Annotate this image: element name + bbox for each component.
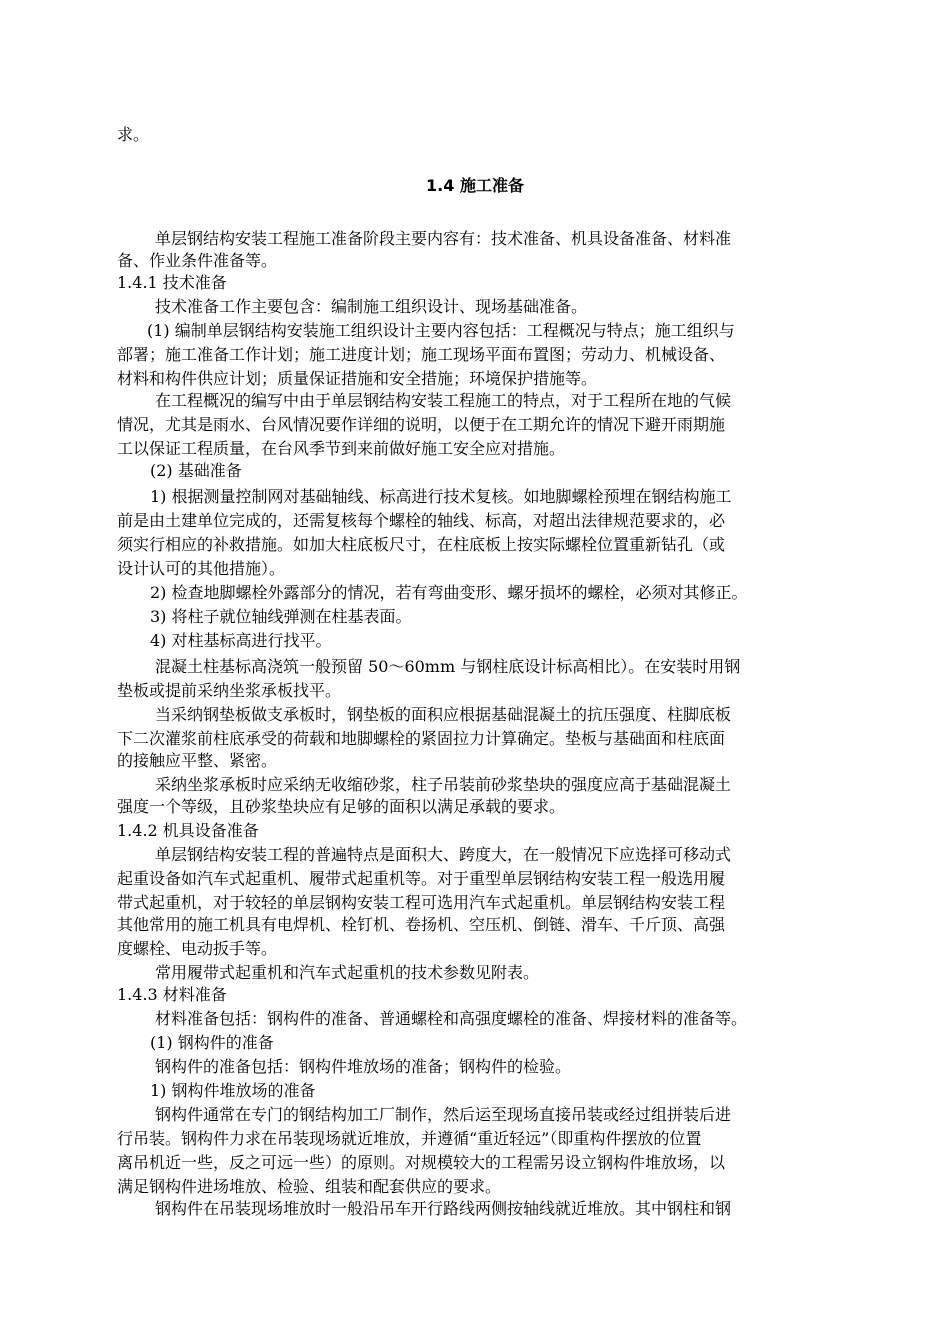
paragraph-line: 起重设备如汽车式起重机、履带式起重机等。对于重型单层钢结构安装工程一般选用履 xyxy=(117,869,726,888)
paragraph-line: 前是由土建单位完成的，还需复核每个螺栓的轴线、标高，对超出法律规范要求的，必 xyxy=(117,511,726,530)
subsection-heading: 1.4.3 材料准备 xyxy=(117,985,227,1004)
list-item: 1) 根据测量控制网对基础轴线、标高进行技术复核。如地脚螺栓预埋在钢结构施工 xyxy=(150,487,732,506)
section-heading: 1.4 施工准备 xyxy=(426,176,524,195)
paragraph-line: 行吊装。钢构件力求在吊装现场就近堆放，并遵循“重近轻远”（即重构件摆放的位置 xyxy=(117,1129,702,1148)
subsection-heading: 1.4.1 技术准备 xyxy=(117,273,227,292)
paragraph-line: 带式起重机，对于较轻的单层钢构安装工程可选用汽车式起重机。单层钢结构安装工程 xyxy=(117,893,726,912)
subsection-heading: 1.4.2 机具设备准备 xyxy=(117,821,259,840)
paragraph-line: 度螺栓、电动扳手等。 xyxy=(117,939,278,958)
paragraph-line: 其他常用的施工机具有电焊机、栓钉机、卷扬机、空压机、倒链、滑车、千斤顶、高强 xyxy=(117,915,726,934)
paragraph-line: 设计认可的其他措施）。 xyxy=(117,559,286,578)
paragraph-line: 材料准备包括：钢构件的准备、普通螺栓和高强度螺栓的准备、焊接材料的准备等。 xyxy=(155,1009,748,1028)
paragraph-line: 钢构件通常在专门的钢结构加工厂制作，然后运至现场直接吊装或经过组拼装后进 xyxy=(155,1105,732,1124)
paragraph-line: 当采纳钢垫板做支承板时，钢垫板的面积应根据基础混凝土的抗压强度、柱脚底板 xyxy=(155,705,732,724)
list-heading: (1) 钢构件的准备 xyxy=(150,1033,274,1052)
paragraph-line: 单层钢结构安装工程施工准备阶段主要内容有：技术准备、机具设备准备、材料准 xyxy=(155,229,732,248)
paragraph-line: 采纳坐浆承板时应采纳无收缩砂浆，柱子吊装前砂浆垫块的强度应高于基础混凝土 xyxy=(155,775,732,794)
list-item: 4) 对柱基标高进行找平。 xyxy=(150,631,332,650)
paragraph-line: (1) 编制单层钢结构安装施工组织设计主要内容包括：工程概况与特点；施工组织与 xyxy=(147,321,735,340)
paragraph-line: 垫板或提前采纳坐浆承板找平。 xyxy=(117,681,342,700)
paragraph-line: 常用履带式起重机和汽车式起重机的技术参数见附表。 xyxy=(155,963,540,982)
paragraph-line: 满足钢构件进场堆放、检验、组装和配套供应的要求。 xyxy=(117,1177,502,1196)
paragraph-line: 离吊机近一些，反之可远一些）的原则。对规模较大的工程需另设立钢构件堆放场，以 xyxy=(117,1153,726,1172)
paragraph-line: 备、作业条件准备等。 xyxy=(117,251,278,270)
paragraph-line: 混凝土柱基标高浇筑一般预留 50～60mm 与钢柱底设计标高相比）。在安装时用钢 xyxy=(155,657,741,676)
paragraph-line: 技术准备工作主要包含：编制施工组织设计、现场基础准备。 xyxy=(155,297,588,316)
text-line: 求。 xyxy=(117,125,150,144)
paragraph-line: 在工程概况的编写中由于单层钢结构安装工程施工的特点，对于工程所在地的气候 xyxy=(155,391,732,410)
list-heading: (2) 基础准备 xyxy=(150,461,242,480)
list-item: 3) 将柱子就位轴线弹测在柱基表面。 xyxy=(150,607,412,626)
paragraph-line: 材料和构件供应计划；质量保证措施和安全措施；环境保护措施等。 xyxy=(117,369,598,388)
paragraph-line: 钢构件在吊装现场堆放时一般沿吊车开行路线两侧按轴线就近堆放。其中钢柱和钢 xyxy=(155,1199,732,1218)
paragraph-line: 下二次灌浆前柱底承受的荷载和地脚螺栓的紧固拉力计算确定。垫板与基础面和柱底面 xyxy=(117,729,726,748)
paragraph-line: 钢构件的准备包括：钢构件堆放场的准备；钢构件的检验。 xyxy=(155,1057,572,1076)
paragraph-line: 强度一个等级，且砂浆垫块应有足够的面积以满足承载的要求。 xyxy=(117,797,566,816)
paragraph-line: 情况，尤其是雨水、台风情况要作详细的说明，以便于在工期允许的情况下避开雨期施 xyxy=(117,415,726,434)
paragraph-line: 的接触应平整、紧密。 xyxy=(117,751,278,770)
paragraph-line: 部署；施工准备工作计划；施工进度计划；施工现场平面布置图；劳动力、机械设备、 xyxy=(117,345,726,364)
list-item: 2) 检查地脚螺栓外露部分的情况，若有弯曲变形、螺牙损坏的螺栓，必须对其修正。 xyxy=(150,583,748,602)
paragraph-line: 工以保证工程质量，在台风季节到来前做好施工安全应对措施。 xyxy=(117,439,566,458)
paragraph-line: 须实行相应的补救措施。如加大柱底板尺寸，在柱底板上按实际螺栓位置重新钻孔（或 xyxy=(117,535,726,554)
list-item: 1) 钢构件堆放场的准备 xyxy=(150,1081,316,1100)
paragraph-line: 单层钢结构安装工程的普遍特点是面积大、跨度大，在一般情况下应选择可移动式 xyxy=(155,845,732,864)
